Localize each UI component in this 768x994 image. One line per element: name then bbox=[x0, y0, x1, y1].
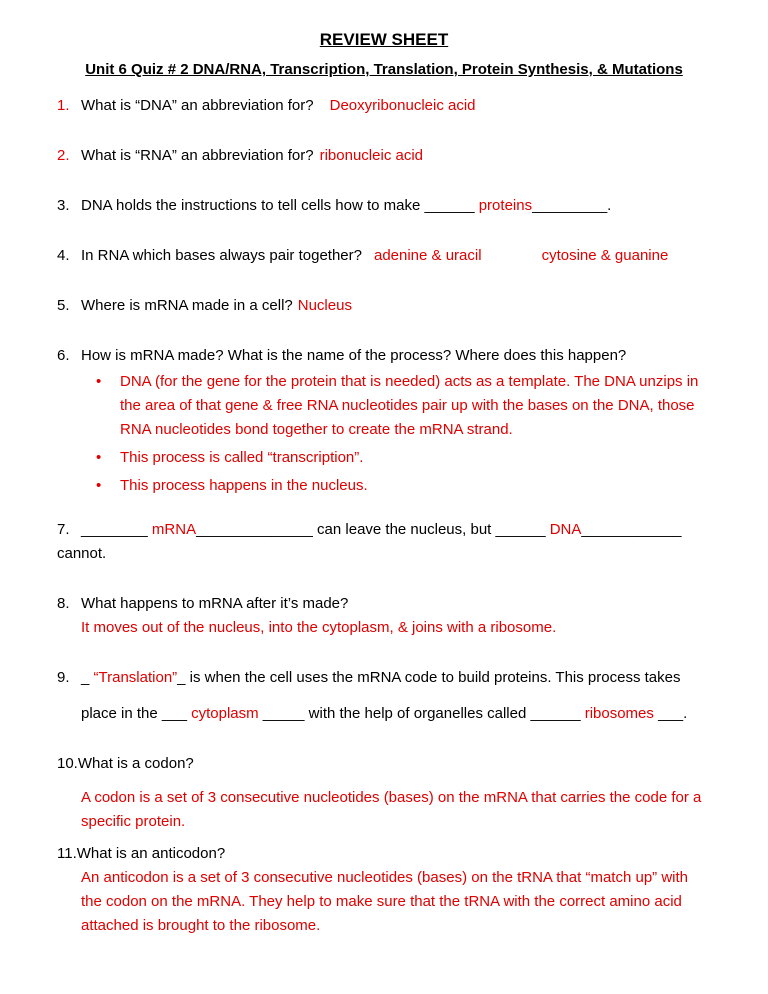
answer-text: “Translation” bbox=[93, 669, 178, 686]
page-title: REVIEW SHEET bbox=[319, 30, 449, 49]
answer-text: DNA bbox=[549, 521, 582, 538]
question-line bbox=[81, 702, 711, 726]
answer-text: This process is called “transcription”. bbox=[120, 449, 364, 466]
question-number: 5. bbox=[57, 297, 70, 314]
question-text: place in the ___ bbox=[81, 705, 192, 722]
question-9 bbox=[57, 666, 711, 726]
question-text: _ is when the cell uses the mRNA code to build proteins. This process takes bbox=[177, 669, 681, 686]
answer-text: Deoxyribonucleic acid bbox=[329, 97, 476, 114]
question-2 bbox=[57, 144, 711, 168]
bullet-item bbox=[57, 446, 711, 470]
answer-bullet-list bbox=[57, 370, 711, 498]
answer-text: An anticodon is a set of 3 consecutive nucleotides (bases) on the tRNA that “match up” with the codon on the mRNA. They help to make sure that the tRNA with the correct amino acid attached is brought to the ribosome. bbox=[81, 869, 688, 934]
question-text: ______________ can leave the nucleus, but ______ bbox=[196, 521, 550, 538]
answer-text: cytoplasm bbox=[191, 705, 259, 722]
question-number: 10. bbox=[57, 755, 78, 772]
answer-text: proteins bbox=[478, 197, 533, 214]
question-4 bbox=[57, 244, 711, 268]
answer-text: DNA (for the gene for the protein that is needed) acts as a template. The DNA unzips in the area of that gene & free RNA nucleotides pair up with the bases on the DNA, those RNA nucleotides bond together to create the mRNA strand. bbox=[120, 373, 699, 438]
question-text: DNA holds the instructions to tell cells how to make ______ bbox=[81, 197, 479, 214]
question-text: ___. bbox=[653, 705, 688, 722]
bullet-item bbox=[57, 474, 711, 498]
answer-text: ribonucleic acid bbox=[319, 147, 423, 164]
question-line bbox=[57, 666, 711, 690]
question-text: What is a codon? bbox=[77, 755, 194, 772]
question-6 bbox=[57, 344, 711, 498]
question-1 bbox=[57, 94, 711, 118]
question-text: _____ with the help of organelles called ______ bbox=[258, 705, 585, 722]
blank-underscores: _________. bbox=[532, 197, 612, 214]
page-subtitle: Unit 6 Quiz # 2 DNA/RNA, Transcription, Translation, Protein Synthesis, & Mutations bbox=[85, 61, 683, 78]
question-number: 7. bbox=[57, 521, 70, 538]
question-text: What is an anticodon? bbox=[76, 845, 226, 862]
answer-text: ribosomes bbox=[584, 705, 654, 722]
answer-text: adenine & uracil bbox=[373, 247, 482, 264]
blank-underscores: ________ bbox=[81, 521, 152, 538]
question-text: What happens to mRNA after it’s made? bbox=[81, 595, 349, 612]
question-number: 8. bbox=[57, 595, 70, 612]
question-text: In RNA which bases always pair together? bbox=[81, 247, 362, 264]
question-number: 3. bbox=[57, 197, 70, 214]
question-line bbox=[57, 842, 711, 866]
question-7 bbox=[57, 518, 711, 566]
answer-text: cytosine & guanine bbox=[541, 247, 669, 264]
question-text: How is mRNA made? What is the name of the process? Where does this happen? bbox=[81, 347, 627, 364]
question-10 bbox=[57, 752, 711, 834]
bullet-icon: • bbox=[96, 477, 102, 494]
answer-text: mRNA bbox=[151, 521, 197, 538]
question-text: Where is mRNA made in a cell? bbox=[81, 297, 293, 314]
question-line bbox=[57, 592, 711, 616]
question-line bbox=[57, 752, 711, 776]
question-number: 9. bbox=[57, 669, 70, 686]
question-text: What is “DNA” an abbreviation for? bbox=[81, 97, 314, 114]
question-text: ____________ cannot. bbox=[57, 521, 686, 562]
question-11 bbox=[57, 842, 711, 938]
question-line bbox=[57, 344, 711, 368]
answer-text: A codon is a set of 3 consecutive nucleotides (bases) on the mRNA that carries the code for a specific protein. bbox=[81, 789, 702, 830]
answer-text: This process happens in the nucleus. bbox=[120, 477, 368, 494]
question-number: 1. bbox=[57, 97, 70, 114]
bullet-item bbox=[57, 370, 711, 442]
question-8 bbox=[57, 592, 711, 640]
question-3 bbox=[57, 194, 711, 218]
question-5 bbox=[57, 294, 711, 318]
question-number: 6. bbox=[57, 347, 70, 364]
blank-underscores: _ bbox=[81, 669, 94, 686]
answer-text: It moves out of the nucleus, into the cytoplasm, & joins with a ribosome. bbox=[81, 619, 557, 636]
question-number: 4. bbox=[57, 247, 70, 264]
question-number: 11. bbox=[57, 845, 77, 862]
question-text: What is “RNA” an abbreviation for? bbox=[81, 147, 314, 164]
question-number: 2. bbox=[57, 147, 70, 164]
bullet-icon: • bbox=[96, 449, 102, 466]
bullet-icon: • bbox=[96, 373, 102, 390]
answer-text: Nucleus bbox=[297, 297, 352, 314]
